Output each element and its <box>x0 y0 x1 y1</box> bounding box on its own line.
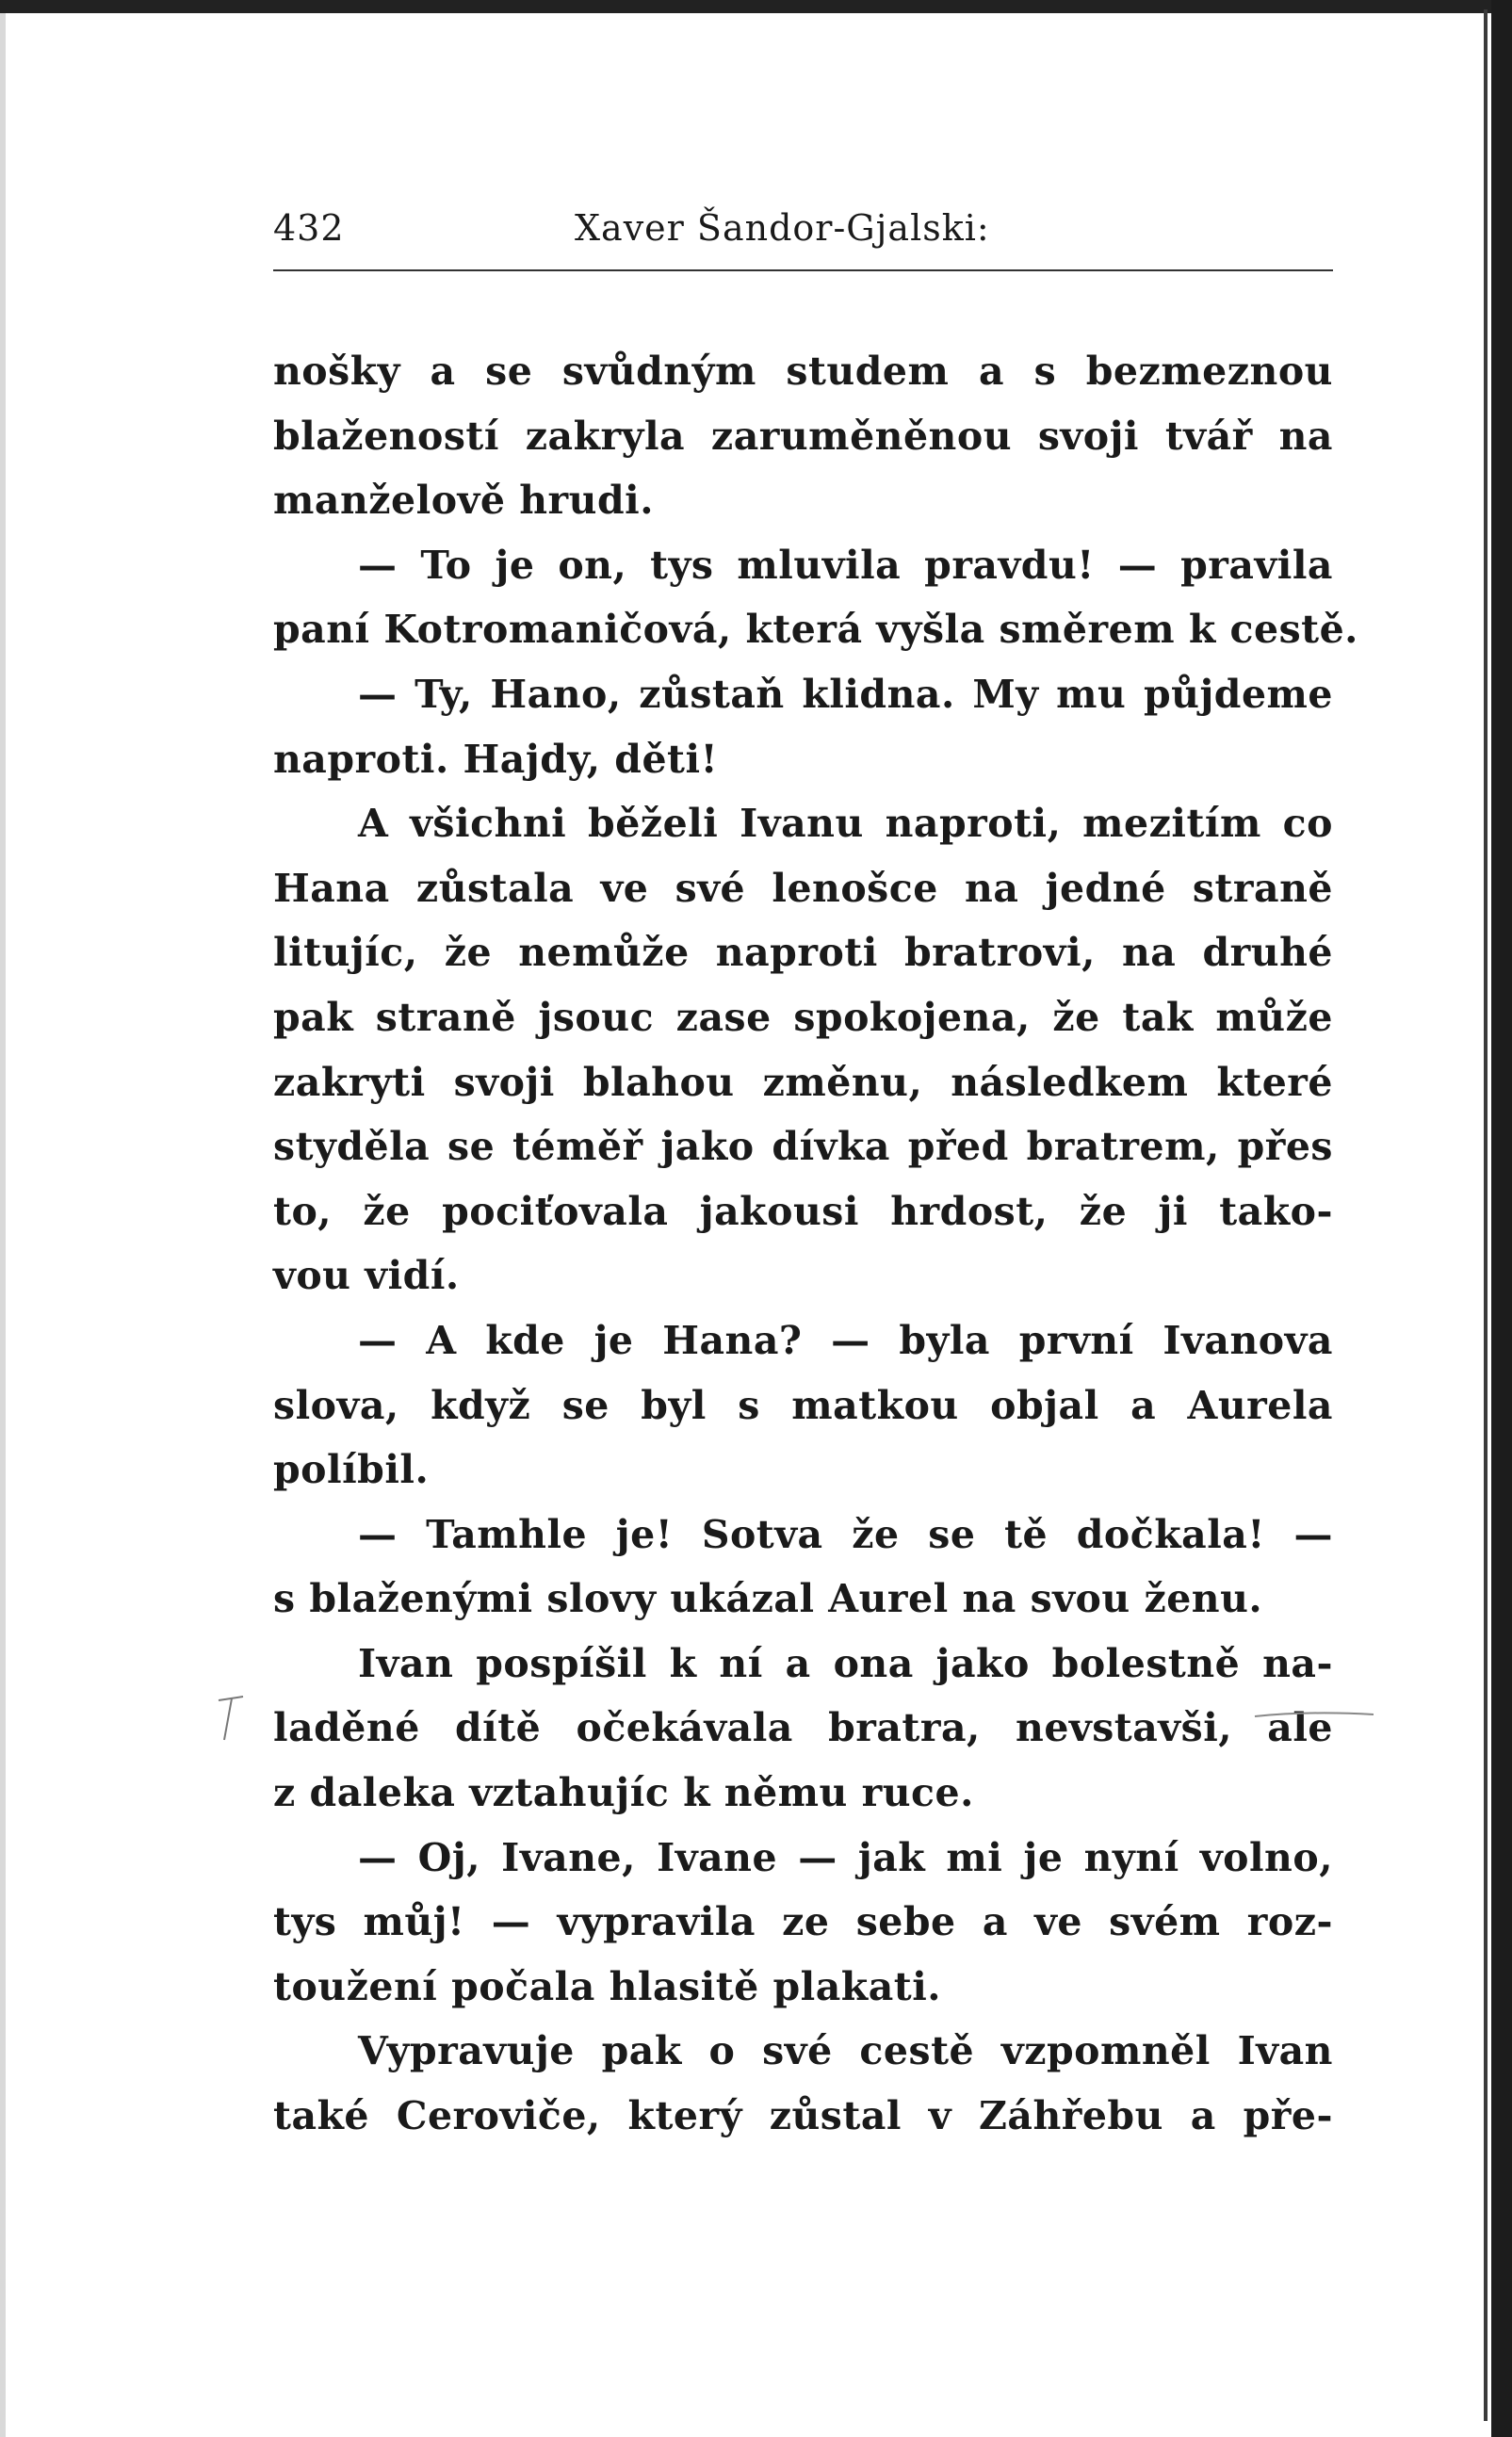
text-line: vou vidí. <box>273 1253 460 1299</box>
pencil-margin-mark <box>215 1691 252 1747</box>
text-line: blažeností zakryla zaruměněnou svoji tvář na <box>273 413 1333 459</box>
running-head <box>273 188 1333 264</box>
page-number: 432 <box>273 207 345 249</box>
scan-right-border <box>1491 0 1512 2437</box>
text-line: Ivan pospíšil k ní a ona jako bolestně na- <box>358 1640 1333 1686</box>
text-line: laděné dítě očekávala bratra, nevstavši, ale <box>273 1705 1333 1751</box>
text-line: s blaženými slovy ukázal Aurel na svou ženu. <box>273 1576 1263 1622</box>
text-line: — Ty, Hano, zůstaň klidna. My mu půjdeme <box>358 671 1333 717</box>
scan-left-edge <box>0 0 6 2437</box>
text-line: A všichni běželi Ivanu naproti, mezitím co <box>358 801 1333 847</box>
running-title: Xaver Šandor-Gjalski: <box>575 207 990 249</box>
text-line: pak straně jsouc zase spokojena, že tak může <box>273 994 1333 1040</box>
text-line: slova, když se byl s matkou objal a Aurela <box>273 1382 1333 1428</box>
scan-right-border-inner <box>1484 9 1488 2421</box>
text-line: manželově hrudi. <box>273 478 654 524</box>
text-line: z daleka vztahujíc k němu ruce. <box>273 1770 974 1816</box>
body-text <box>273 339 1358 2149</box>
text-line: styděla se téměř jako dívka před bratrem, přes <box>273 1124 1333 1170</box>
text-line: toužení počala hlasitě plakati. <box>273 1963 942 2009</box>
text-line: políbil. <box>273 1447 430 1493</box>
book-page <box>273 188 1358 2139</box>
text-line: — A kde je Hana? — byla první Ivanova <box>358 1317 1333 1363</box>
text-line: naproti. Hajdy, děti! <box>273 736 719 782</box>
text-line: nošky a se svůdným studem a s bezmeznou <box>273 349 1333 394</box>
text-line: Hana zůstala ve své lenošce na jedné straně <box>273 865 1333 911</box>
text-line: tys můj! — vypravila ze sebe a ve svém roz- <box>273 1899 1333 1945</box>
text-line: litujíc, že nemůže naproti bratrovi, na druhé <box>273 930 1333 976</box>
text-line: — To je on, tys mluvila pravdu! — pravila <box>358 542 1333 588</box>
text-line: to, že pociťovala jakousi hrdost, že ji tako- <box>273 1188 1333 1234</box>
scan-top-border <box>0 0 1512 13</box>
text-line: — Oj, Ivane, Ivane — jak mi je nyní volno, <box>358 1834 1333 1880</box>
text-line: paní Kotromaničová, která vyšla směrem k cestě. <box>273 607 1358 653</box>
text-line: také Ceroviče, který zůstal v Záhřebu a pře- <box>273 2093 1333 2139</box>
header-rule <box>273 269 1333 271</box>
text-line: — Tamhle je! Sotva že se tě dočkala! — <box>358 1511 1333 1557</box>
pencil-underline-mark <box>1253 1707 1375 1726</box>
text-line: zakryti svoji blahou změnu, následkem které <box>273 1059 1333 1105</box>
text-line: Vypravuje pak o své cestě vzpomněl Ivan <box>358 2028 1333 2074</box>
